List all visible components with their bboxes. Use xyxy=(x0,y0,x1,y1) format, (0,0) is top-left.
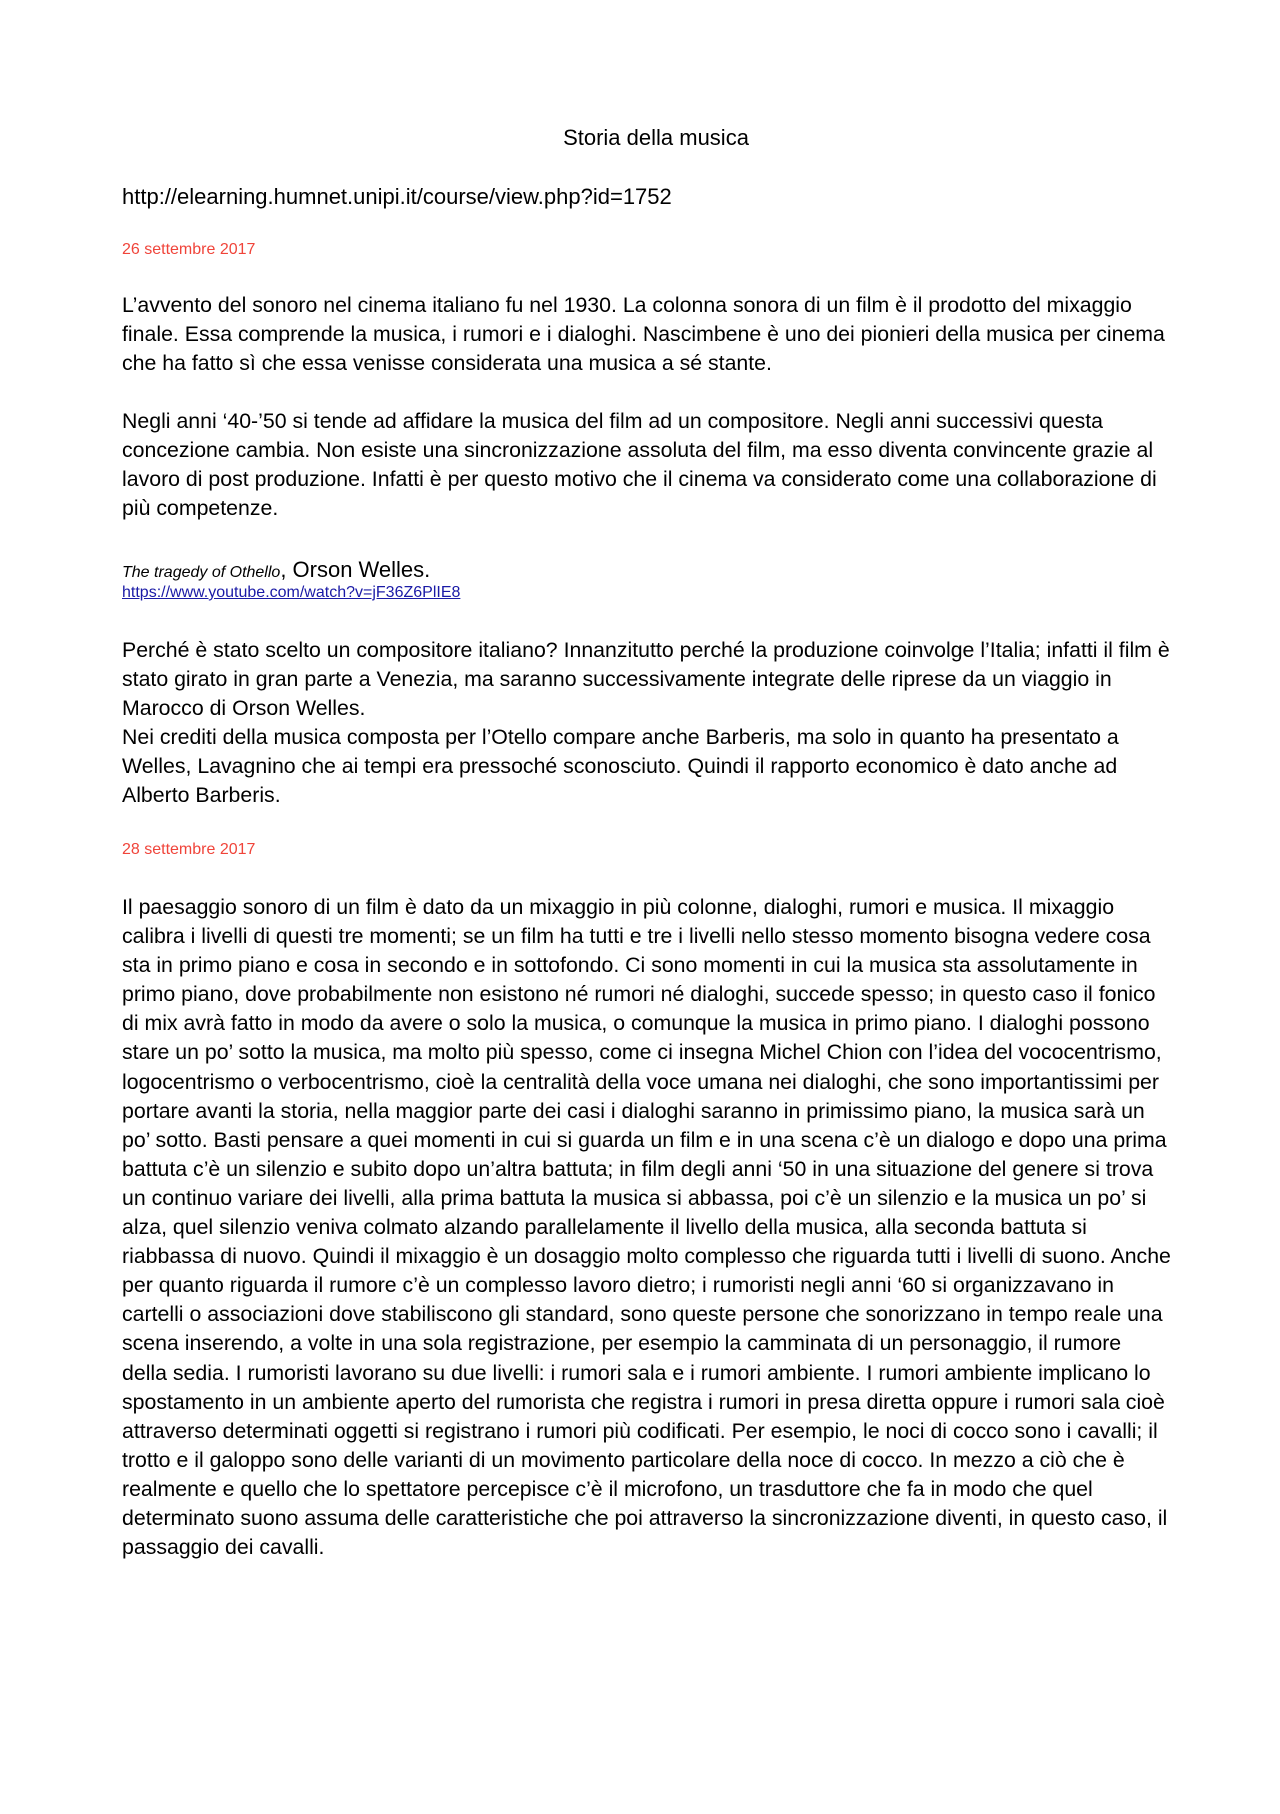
paragraph-italian-composer: Perché è stato scelto un compositore italiano? Innanzitutto perché la produzione coinvolge l’Italia; infatti il film è stato girato in gran parte a Venezia, ma saranno successivamente integrate delle riprese da un viaggio in Marocco di Orson Welles. xyxy=(122,638,1170,721)
page-title: Storia della musica xyxy=(563,125,749,150)
paragraph-sound-landscape: Il paesaggio sonoro di un film è dato da un mixaggio in più colonne, dialoghi, rumori e musica. Il mixaggio calibra i livelli di questi tre momenti; se un film ha tutti e tre i livelli nello stesso momento bisogna vedere cosa sta in primo piano e cosa in secondo e in sottofondo. Ci sono momenti in cui la musica sta assolutamente in primo piano, dove probabilmente non esistono né rumori né dialoghi, succede spesso; in questo caso il fonico di mix avrà fatto in modo da avere o solo la musica, o comunque la musica in primo piano. I dialoghi possono stare un po’ sotto la musica, ma molto più spesso, come ci insegna Michel Chion con l’idea del vococentrismo, logocentrismo o verbocentrismo, cioè la centralità della voce umana nei dialoghi, che sono importantissimi per portare avanti la storia, nella maggior parte dei casi i dialoghi saranno in primissimo piano, la musica sarà un po’ sotto. Basti pensare a quei momenti in cui si guarda un film e in una scena c’è un dialogo e dopo una prima battuta c’è un silenzio e subito dopo un’altra battuta; in film degli anni ‘50 in una situazione del genere si trova un continuo variare dei livelli, alla prima battuta la musica si abbassa, poi c’è un silenzio e la musica un po’ si alza, quel silenzio veniva colmato alzando parallelamente il livello della musica, alla seconda battuta si riabbassa di nuovo. Quindi il mixaggio è un dosaggio molto complesso che riguarda tutti i livelli di suono. Anche per quanto riguarda il rumore c’è un complesso lavoro dietro; i rumoristi negli anni ‘60 si organizzavano in cartelli o associazioni dove stabiliscono gli standard, sono queste persone che sonorizzano in tempo reale una scena inserendo, a volte in una sola registrazione, per esempio la camminata di un personaggio, il rumore della sedia. I rumoristi lavorano su due livelli: i rumori sala e i rumori ambiente. I rumori ambiente implicano lo spostamento in un ambiente aperto del rumorista che registra i rumori in presa diretta oppure i rumori sala cioè attraverso determinati oggetti si registrano i rumori più codificati. Per esempio, le noci di cocco sono i cavalli; il trotto e il galoppo sono delle varianti di un movimento particolare della noce di cocco. In mezzo a ciò che è realmente e quello che lo spettatore percepisce c’è il microfono, un trasduttore che fa in modo che quel determinato suono assuma delle caratteristiche che poi attraverso la sincronizzazione diventi, in questo caso, il passaggio dei cavalli. xyxy=(122,895,1171,1560)
paragraph-sound-cinema: L’avvento del sonoro nel cinema italiano fu nel 1930. La colonna sonora di un film è il prodotto del mixaggio finale. Essa comprende la musica, i rumori e i dialoghi. Nascimbene è uno dei pionieri della musica per cinema che ha fatto sì che essa venisse considerata una musica a sé stante. xyxy=(122,293,1165,376)
film-director: , Orson Welles. xyxy=(280,557,431,582)
section-date-2: 28 settembre 2017 xyxy=(122,841,256,858)
film-title: The tragedy of Othello xyxy=(122,564,281,581)
film-video-link[interactable]: https://www.youtube.com/watch?v=jF36Z6PlIE8 xyxy=(122,584,461,601)
section-date-1: 26 settembre 2017 xyxy=(122,241,256,258)
paragraph-composer: Negli anni ‘40-’50 si tende ad affidare la musica del film ad un compositore. Negli anni successivi questa concezione cambia. Non esiste una sincronizzazione assoluta del film, ma esso diventa convincente grazie al lavoro di post produzione. Infatti è per questo motivo che il cinema va considerato come una collaborazione di più competenze. xyxy=(122,409,1157,521)
course-url: http://elearning.humnet.unipi.it/course/view.php?id=1752 xyxy=(122,184,672,209)
paragraph-barberis: Nei crediti della musica composta per l’Otello compare anche Barberis, ma solo in quanto ha presentato a Welles, Lavagnino che ai tempi era pressoché sconosciuto. Quindi il rapporto economico è dato anche ad Alberto Barberis. xyxy=(122,725,1119,808)
